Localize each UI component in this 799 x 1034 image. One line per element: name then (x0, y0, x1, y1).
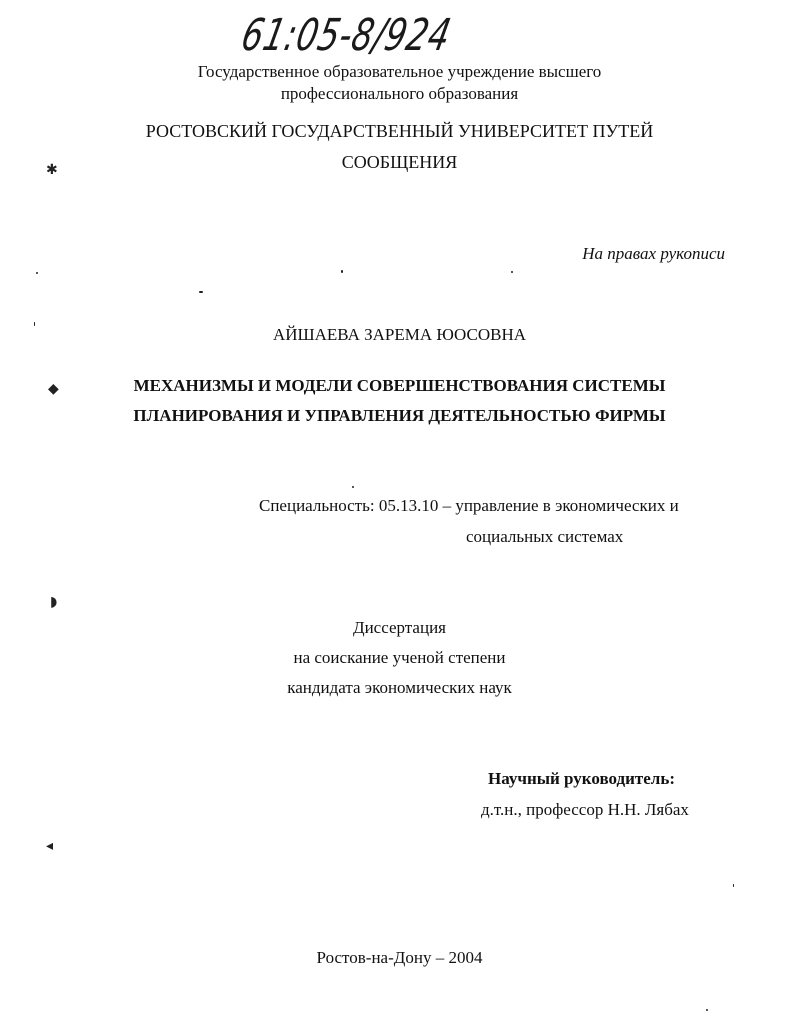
scan-artifact-mark: ✱ (46, 162, 58, 178)
scan-artifact-mark: ◗ (50, 594, 58, 610)
scan-speck (341, 270, 343, 273)
university-name-line-1: РОСТОВСКИЙ ГОСУДАРСТВЕННЫЙ УНИВЕРСИТЕТ ПУТЕЙ (145, 121, 654, 141)
scan-speck (511, 271, 513, 273)
handwritten-archive-number: 61:05-8/924 (237, 10, 456, 61)
supervisor-label: Научный руководитель: (488, 769, 675, 788)
thesis-title-line-2: ПЛАНИРОВАНИЯ И УПРАВЛЕНИЯ ДЕЯТЕЛЬНОСТЬЮ ФИРМЫ (133, 406, 666, 425)
manuscript-note: На правах рукописи (582, 244, 725, 263)
supervisor-name: д.т.н., профессор Н.Н. Лябах (481, 800, 689, 819)
scan-speck (199, 291, 203, 293)
scan-speck (733, 884, 734, 887)
institution-line-1: Государственное образовательное учреждение высшего (197, 62, 602, 81)
dissertation-line-2: на соискание ученой степени (293, 648, 506, 667)
author-name: АЙШАЕВА ЗАРЕМА ЮОСОВНА (272, 325, 527, 344)
scan-artifact-mark: ◆ (48, 381, 59, 397)
thesis-title-line-1: МЕХАНИЗМЫ И МОДЕЛИ СОВЕРШЕНСТВОВАНИЯ СИСТЕМЫ (133, 376, 666, 395)
scan-speck (706, 1009, 708, 1011)
scan-speck (36, 272, 38, 274)
scan-artifact-mark: ◂ (46, 838, 54, 854)
institution-line-2: профессионального образования (280, 84, 519, 103)
scan-speck (34, 322, 35, 326)
university-name-line-2: СООБЩЕНИЯ (341, 152, 458, 172)
dissertation-line-3: кандидата экономических наук (287, 678, 512, 697)
place-and-year: Ростов-на-Дону – 2004 (316, 948, 483, 967)
specialty-line-2: социальных системах (466, 527, 624, 546)
dissertation-line-1: Диссертация (352, 618, 446, 637)
specialty-line-1: Специальность: 05.13.10 – управление в экономических и (259, 496, 679, 515)
scan-speck (352, 486, 354, 488)
